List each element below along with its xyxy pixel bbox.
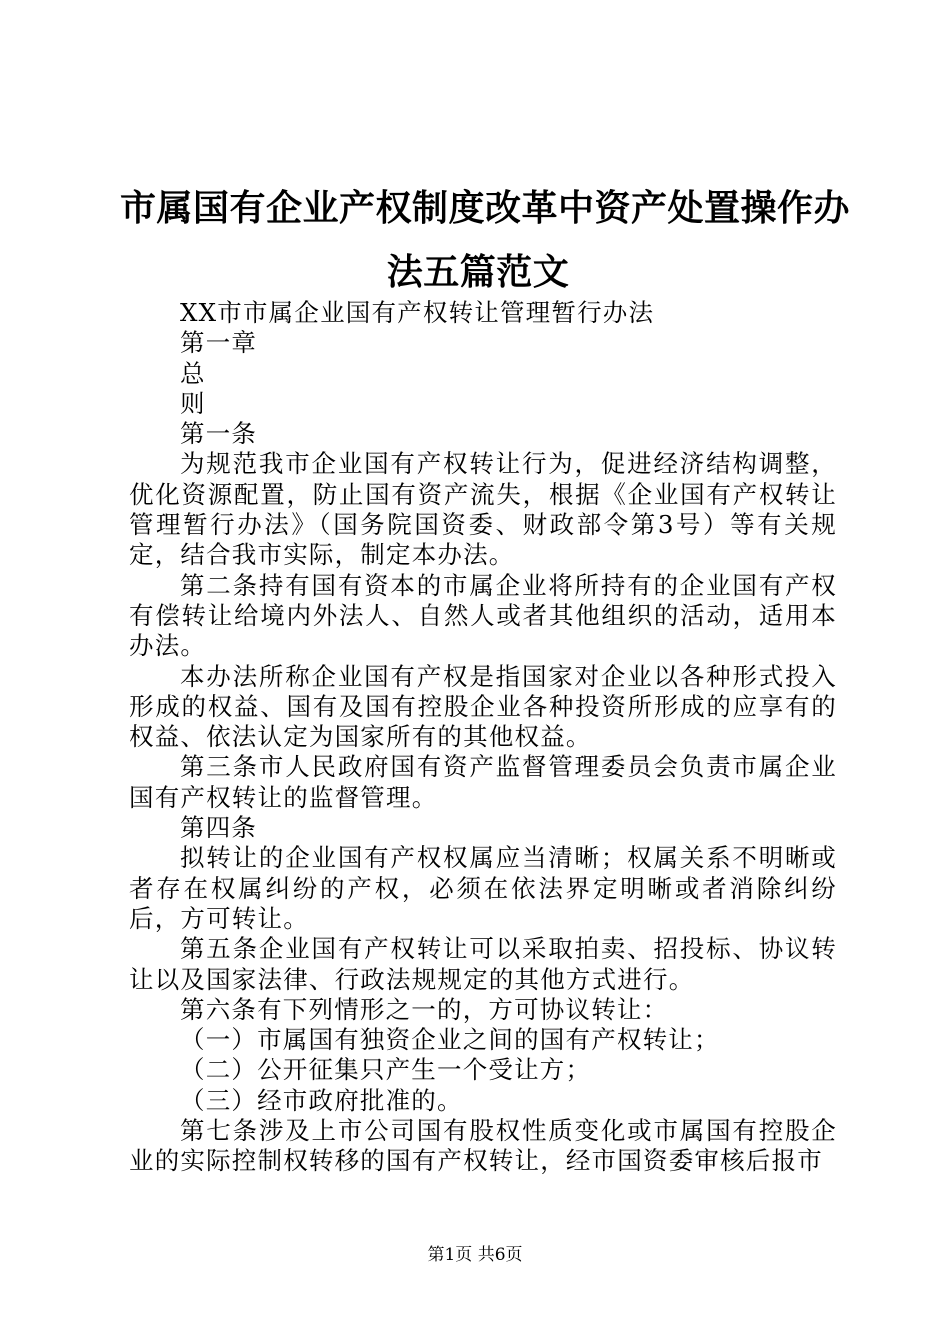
document-body [129,298,837,1177]
document-title [120,176,851,304]
article-6-item-2: （二）公开征集只产生一个受让方； [180,1055,592,1085]
doc-subtitle: XX市市属企业国有产权转让管理暂行办法 [180,298,655,327]
article-1-text: 为规范我市企业国有产权转让行为，促进经济结构调整，优化资源配置，防止国有资产流失，根据《企业国有产权转让管理暂行办法》（国务院国资委、财政部令第3号）等有关规定，结合我市实际，制定本办法。 [129,449,837,570]
chapter-heading: 第一章 [180,328,258,358]
article-6-item-1: （一）市属国有独资企业之间的国有产权转让； [180,1025,720,1055]
article-4-text: 拟转让的企业国有产权权属应当清晰；权属关系不明晰或者存在权属纠纷的产权，必须在依法界定明晰或者消除纠纷后，方可转让。 [129,843,837,933]
article-1-heading: 第一条 [180,419,258,449]
title-line-2: 法五篇范文 [386,251,570,293]
article-3-text: 第三条市人民政府国有资产监督管理委员会负责市属企业国有产权转让的监督管理。 [129,752,837,812]
article-4-heading: 第四条 [180,813,258,843]
article-6-item-3: （三）经市政府批准的。 [180,1085,463,1115]
article-6-text: 第六条有下列情形之一的，方可协议转让： [180,994,669,1024]
article-7-text: 第七条涉及上市公司国有股权性质变化或市属国有控股企业的实际控制权转移的国有产权转让，经市国资委审核后报市 [129,1116,837,1176]
page-footer: 第1页 共6页 [427,1245,523,1265]
article-2-definition: 本办法所称企业国有产权是指国家对企业以各种形式投入形成的权益、国有及国有控股企业各种投资所形成的应享有的权益、依法认定为国家所有的其他权益。 [129,661,837,752]
chapter-name-part-2: 则 [180,388,206,418]
article-5-text: 第五条企业国有产权转让可以采取拍卖、招投标、协议转让以及国家法律、行政法规规定的其他方式进行。 [129,934,837,994]
chapter-name-part-1: 总 [180,358,206,388]
title-line-1: 市属国有企业产权制度改革中资产处置操作办 [120,187,851,229]
article-2-text: 第二条持有国有资本的市属企业将所持有的企业国有产权有偿转让给境内外法人、自然人或者其他组织的活动，适用本办法。 [129,570,837,661]
